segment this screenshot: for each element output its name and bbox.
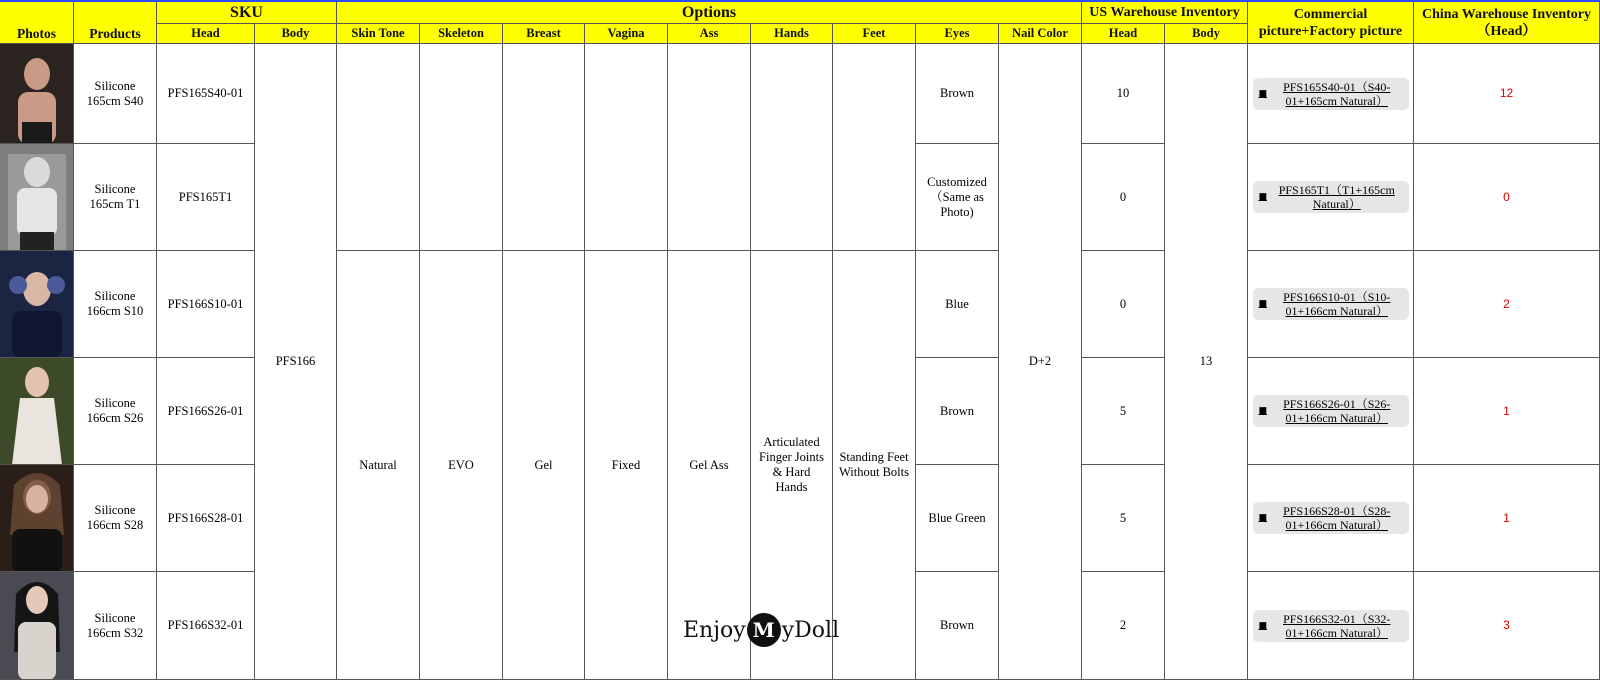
product-name: Silicone 165cm T1 [74, 144, 157, 251]
photo-thumbnail [0, 251, 74, 358]
nail-color-merged: D+2 [999, 44, 1082, 680]
breast-merged: Gel [503, 251, 585, 680]
header-options: Options [337, 2, 1082, 24]
picture-link-cell [1248, 465, 1414, 572]
empty-options-block [833, 44, 916, 251]
picture-link-cell [1248, 44, 1414, 144]
product-photo[interactable] [0, 44, 74, 144]
us-body-inventory-merged: 13 [1165, 44, 1248, 680]
header-sku-head: Head [157, 24, 255, 44]
china-inventory: 12 [1414, 44, 1600, 144]
product-name: Silicone 165cm S40 [74, 44, 157, 144]
picture-link-cell [1248, 144, 1414, 251]
ass-merged: Gel Ass [668, 251, 751, 680]
picture-link[interactable]: ■ PFS165S40-01（S40-01+165cm Natural） [1253, 78, 1409, 110]
china-inventory: 1 [1414, 358, 1600, 465]
header-ass: Ass [668, 24, 751, 44]
photo-thumbnail [0, 358, 74, 465]
logo-icon: M [747, 613, 781, 647]
photo-thumbnail [0, 144, 74, 251]
header-breast: Breast [503, 24, 585, 44]
header-us-head: Head [1082, 24, 1165, 44]
sku-head: PFS166S28-01 [157, 465, 255, 572]
header-sku-body: Body [255, 24, 337, 44]
eyes-value: Brown [916, 358, 999, 465]
eyes-value: Customized（Same as Photo) [916, 144, 999, 251]
folder-link-icon: ■ [1258, 88, 1268, 99]
picture-link[interactable]: ■ PFS166S32-01（S32-01+166cm Natural） [1253, 610, 1409, 642]
header-skin-tone: Skin Tone [337, 24, 420, 44]
folder-link-icon: ■ [1258, 299, 1268, 309]
empty-options-block [503, 44, 585, 251]
eyes-value: Blue [916, 251, 999, 358]
empty-options-block [420, 44, 503, 251]
product-photo[interactable] [0, 358, 74, 465]
header-us-warehouse-inventory: US Warehouse Inventory [1082, 2, 1248, 24]
header-commercial-picture: Commercial picture+Factory picture [1248, 2, 1414, 44]
picture-link[interactable]: ■ PFS166S26-01（S26-01+166cm Natural） [1253, 395, 1409, 427]
us-head-inventory: 0 [1082, 144, 1165, 251]
header-sku: SKU [157, 2, 337, 24]
feet-merged: Standing Feet Without Bolts [833, 251, 916, 680]
sku-head: PFS165T1 [157, 144, 255, 251]
sku-head: PFS166S32-01 [157, 572, 255, 680]
china-inventory: 0 [1414, 144, 1600, 251]
header-vagina: Vagina [585, 24, 668, 44]
watermark-prefix: Enjoy [683, 617, 746, 643]
product-name: Silicone 166cm S26 [74, 358, 157, 465]
sku-head: PFS166S10-01 [157, 251, 255, 358]
picture-link[interactable]: ■ PFS166S28-01（S28-01+166cm Natural） [1253, 502, 1409, 534]
sku-head: PFS165S40-01 [157, 44, 255, 144]
product-photo[interactable] [0, 251, 74, 358]
china-inventory: 2 [1414, 251, 1600, 358]
skeleton-merged: EVO [420, 251, 503, 680]
empty-options-block [337, 44, 420, 251]
sku-body-merged: PFS166 [255, 44, 337, 680]
header-us-body: Body [1165, 24, 1248, 44]
empty-options-block [751, 44, 833, 251]
eyes-value: Brown [916, 572, 999, 680]
us-head-inventory: 5 [1082, 358, 1165, 465]
us-head-inventory: 5 [1082, 465, 1165, 572]
picture-link-cell [1248, 572, 1414, 680]
picture-link-cell [1248, 251, 1414, 358]
header-products: Products [74, 2, 157, 44]
folder-link-icon: ■ [1258, 406, 1268, 416]
china-inventory: 1 [1414, 465, 1600, 572]
photo-thumbnail [0, 44, 74, 144]
product-name: Silicone 166cm S10 [74, 251, 157, 358]
product-name: Silicone 166cm S28 [74, 465, 157, 572]
skin-tone-merged: Natural [337, 251, 420, 680]
header-hands: Hands [751, 24, 833, 44]
header-skeleton: Skeleton [420, 24, 503, 44]
us-head-inventory: 10 [1082, 44, 1165, 144]
product-photo[interactable] [0, 572, 74, 680]
header-photos: Photos [0, 2, 74, 44]
china-inventory: 3 [1414, 572, 1600, 680]
product-photo[interactable] [0, 465, 74, 572]
picture-link-cell [1248, 358, 1414, 465]
header-nail-color: Nail Color [999, 24, 1082, 44]
header-eyes: Eyes [916, 24, 999, 44]
header-feet: Feet [833, 24, 916, 44]
vagina-merged: Fixed [585, 251, 668, 680]
folder-link-icon: ■ [1258, 513, 1268, 523]
header-china-warehouse-inventory: China Warehouse Inventory（Head） [1414, 2, 1600, 44]
us-head-inventory: 0 [1082, 251, 1165, 358]
folder-link-icon: ■ [1258, 620, 1268, 631]
folder-link-icon: ■ [1258, 192, 1268, 202]
picture-link[interactable]: ■ PFS166S10-01（S10-01+166cm Natural） [1253, 288, 1409, 320]
us-head-inventory: 2 [1082, 572, 1165, 680]
enjoymydoll-watermark [683, 612, 839, 648]
sku-head: PFS166S26-01 [157, 358, 255, 465]
hands-merged: Articulated Finger Joints & Hard Hands [751, 251, 833, 680]
picture-link[interactable]: ■ PFS165T1（T1+165cm Natural） [1253, 181, 1409, 213]
watermark-suffix: yDoll [781, 617, 840, 643]
photo-thumbnail [0, 465, 74, 572]
product-name: Silicone 166cm S32 [74, 572, 157, 680]
product-photo[interactable] [0, 144, 74, 251]
photo-thumbnail [0, 572, 74, 680]
empty-options-block [668, 44, 751, 251]
eyes-value: Brown [916, 44, 999, 144]
empty-options-block [585, 44, 668, 251]
eyes-value: Blue Green [916, 465, 999, 572]
